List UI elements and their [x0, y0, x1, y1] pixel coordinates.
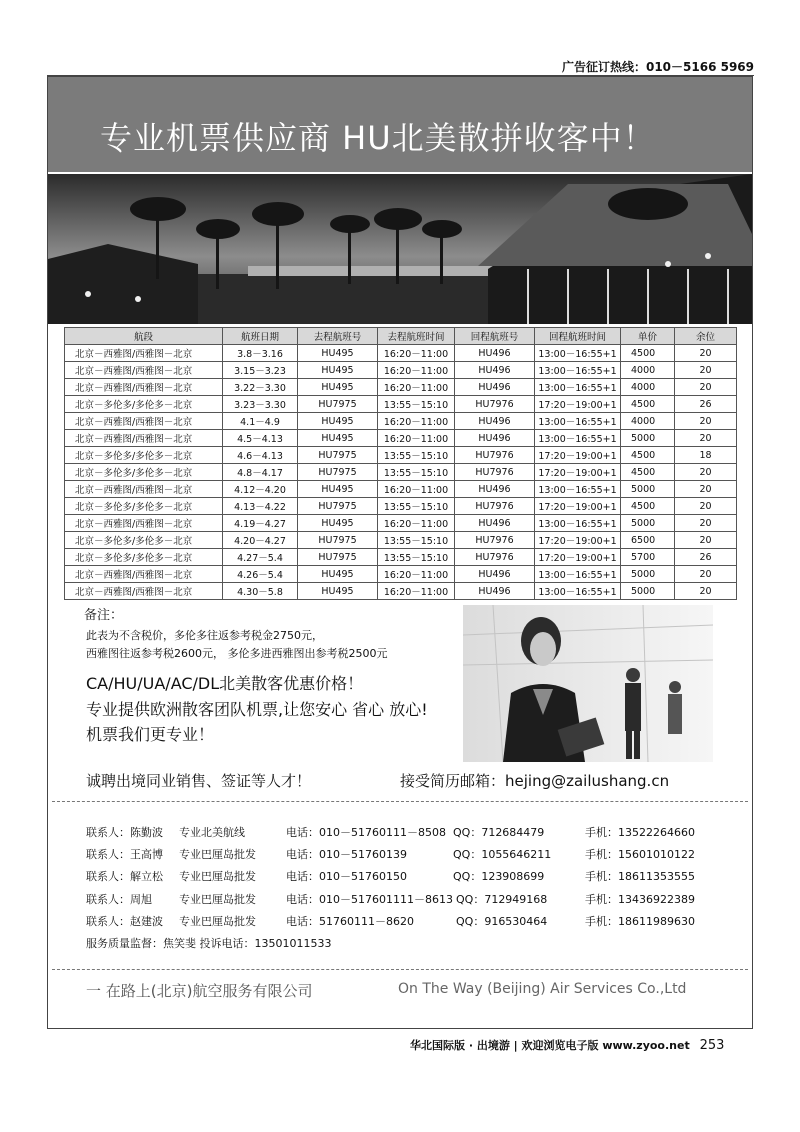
note-line-2: 西雅图往返参考税2600元， 多伦多进西雅图出参考税2500元 [86, 647, 388, 660]
col-header-out-flight: 去程航班号 [298, 328, 378, 345]
contact-qq: QQ：712684479 [453, 826, 545, 839]
contact-name: 联系人：周旭 [86, 893, 152, 906]
out-flight-cell: HU7975 [298, 447, 378, 464]
price-cell: 5000 [621, 566, 675, 583]
table-row [65, 362, 737, 379]
date-cell: 4.1－4.9 [223, 413, 298, 430]
date-cell: 4.19－4.27 [223, 515, 298, 532]
page-number: 253 [699, 1038, 725, 1053]
ret-time-cell: 13:00－16:55+1 [535, 379, 621, 396]
out-time-cell: 13:55－15:10 [378, 498, 455, 515]
contact-role: 专业巴厘岛批发 [179, 870, 256, 883]
page-footer [410, 1037, 724, 1053]
divider-top [52, 801, 748, 802]
ret-flight-cell: HU7976 [455, 464, 535, 481]
route-cell: 北京－多伦多/多伦多－北京 [65, 464, 223, 481]
seats-cell: 20 [675, 532, 737, 549]
contact-name: 联系人：赵建波 [86, 915, 163, 928]
out-time-cell: 16:20－11:00 [378, 379, 455, 396]
note-line-1: 此表为不含税价，多伦多往返参考税金2750元， [86, 629, 323, 642]
price-cell: 5000 [621, 430, 675, 447]
out-flight-cell: HU495 [298, 379, 378, 396]
date-cell: 3.22－3.30 [223, 379, 298, 396]
table-row [65, 549, 737, 566]
seats-cell: 20 [675, 566, 737, 583]
out-time-cell: 16:20－11:00 [378, 345, 455, 362]
table-row [65, 532, 737, 549]
out-time-cell: 16:20－11:00 [378, 566, 455, 583]
date-cell: 4.12－4.20 [223, 481, 298, 498]
contact-phone: 电话：51760111－8620 [286, 915, 414, 928]
out-time-cell: 16:20－11:00 [378, 430, 455, 447]
ret-flight-cell: HU7976 [455, 549, 535, 566]
out-time-cell: 16:20－11:00 [378, 362, 455, 379]
ret-time-cell: 17:20－19:00+1 [535, 447, 621, 464]
col-header-ret-flight: 回程航班号 [455, 328, 535, 345]
footer-text: 华北国际版 · 出境游 | 欢迎浏览电子版 www.zyoo.net [410, 1039, 690, 1052]
ret-flight-cell: HU496 [455, 481, 535, 498]
route-cell: 北京－西雅图/西雅图－北京 [65, 413, 223, 430]
ret-time-cell: 13:00－16:55+1 [535, 413, 621, 430]
date-cell: 4.8－4.17 [223, 464, 298, 481]
out-time-cell: 13:55－15:10 [378, 464, 455, 481]
out-time-cell: 16:20－11:00 [378, 583, 455, 600]
promo-line-2: 专业提供欧洲散客团队机票,让您安心 省心 放心! [86, 700, 428, 719]
route-cell: 北京－多伦多/多伦多－北京 [65, 447, 223, 464]
ret-flight-cell: HU496 [455, 379, 535, 396]
contact-role: 专业巴厘岛批发 [179, 893, 256, 906]
table-row [65, 515, 737, 532]
contact-qq: QQ：123908699 [453, 870, 545, 883]
table-row [65, 447, 737, 464]
seats-cell: 20 [675, 498, 737, 515]
ret-flight-cell: HU496 [455, 345, 535, 362]
out-time-cell: 16:20－11:00 [378, 515, 455, 532]
route-cell: 北京－多伦多/多伦多－北京 [65, 498, 223, 515]
out-time-cell: 13:55－15:10 [378, 447, 455, 464]
ret-time-cell: 13:00－16:55+1 [535, 566, 621, 583]
route-cell: 北京－西雅图/西雅图－北京 [65, 481, 223, 498]
company-name-en: On The Way (Beijing) Air Services Co.,Ltd [398, 981, 687, 997]
contact-phone: 电话：010－51760111－8508 [286, 826, 446, 839]
divider-bottom [52, 969, 748, 970]
ret-flight-cell: HU7976 [455, 532, 535, 549]
table-row [65, 413, 737, 430]
out-flight-cell: HU7975 [298, 464, 378, 481]
col-header-date: 航班日期 [223, 328, 298, 345]
contact-name: 联系人：王高博 [86, 848, 163, 861]
contact-mobile: 手机：18611989630 [585, 915, 695, 928]
date-cell: 3.8－3.16 [223, 345, 298, 362]
route-cell: 北京－西雅图/西雅图－北京 [65, 345, 223, 362]
table-row [65, 430, 737, 447]
col-header-out-time: 去程航班时间 [378, 328, 455, 345]
ret-time-cell: 13:00－16:55+1 [535, 345, 621, 362]
ret-time-cell: 17:20－19:00+1 [535, 396, 621, 413]
route-cell: 北京－西雅图/西雅图－北京 [65, 515, 223, 532]
promo-line-3: 机票我们更专业！ [86, 725, 215, 744]
table-row [65, 481, 737, 498]
seats-cell: 20 [675, 379, 737, 396]
price-cell: 4500 [621, 464, 675, 481]
resume-email[interactable]: 接受简历邮箱：hejing@zailushang.cn [400, 772, 670, 790]
ret-time-cell: 17:20－19:00+1 [535, 464, 621, 481]
table-row [65, 566, 737, 583]
table-row [65, 498, 737, 515]
out-flight-cell: HU495 [298, 430, 378, 447]
route-cell: 北京－西雅图/西雅图－北京 [65, 583, 223, 600]
contact-role: 专业巴厘岛批发 [179, 915, 256, 928]
ret-flight-cell: HU7976 [455, 447, 535, 464]
out-time-cell: 16:20－11:00 [378, 413, 455, 430]
out-time-cell: 16:20－11:00 [378, 481, 455, 498]
table-row [65, 379, 737, 396]
contact-mobile: 手机：13522264660 [585, 826, 695, 839]
seats-cell: 18 [675, 447, 737, 464]
out-flight-cell: HU495 [298, 583, 378, 600]
route-cell: 北京－多伦多/多伦多－北京 [65, 532, 223, 549]
ret-time-cell: 17:20－19:00+1 [535, 532, 621, 549]
date-cell: 4.20－4.27 [223, 532, 298, 549]
date-cell: 4.27－5.4 [223, 549, 298, 566]
business-photo [463, 605, 713, 762]
contact-mobile: 手机：13436922389 [585, 893, 695, 906]
resort-photo [48, 174, 752, 324]
date-cell: 3.15－3.23 [223, 362, 298, 379]
price-cell: 4000 [621, 413, 675, 430]
out-time-cell: 13:55－15:10 [378, 396, 455, 413]
contact-name: 联系人：解立松 [86, 870, 163, 883]
route-cell: 北京－西雅图/西雅图－北京 [65, 566, 223, 583]
notes-label: 备注： [84, 608, 124, 623]
banner-title: 专业机票供应商 HU北美散拼收客中！ [100, 119, 656, 157]
date-cell: 4.6－4.13 [223, 447, 298, 464]
out-flight-cell: HU495 [298, 481, 378, 498]
contact-name: 联系人：陈勤波 [86, 826, 163, 839]
seats-cell: 20 [675, 515, 737, 532]
out-flight-cell: HU7975 [298, 549, 378, 566]
ret-time-cell: 13:00－16:55+1 [535, 515, 621, 532]
ret-time-cell: 13:00－16:55+1 [535, 481, 621, 498]
ret-flight-cell: HU7976 [455, 396, 535, 413]
promo-line-1: CA/HU/UA/AC/DL北美散客优惠价格！ [86, 674, 364, 693]
out-time-cell: 13:55－15:10 [378, 549, 455, 566]
date-cell: 4.30－5.8 [223, 583, 298, 600]
contact-role: 专业北美航线 [179, 826, 245, 839]
price-cell: 5700 [621, 549, 675, 566]
ret-flight-cell: HU496 [455, 362, 535, 379]
price-cell: 6500 [621, 532, 675, 549]
table-row [65, 464, 737, 481]
out-flight-cell: HU495 [298, 515, 378, 532]
ret-flight-cell: HU496 [455, 566, 535, 583]
date-cell: 3.23－3.30 [223, 396, 298, 413]
col-header-seats: 余位 [675, 328, 737, 345]
col-header-price: 单价 [621, 328, 675, 345]
out-time-cell: 13:55－15:10 [378, 532, 455, 549]
out-flight-cell: HU495 [298, 566, 378, 583]
seats-cell: 20 [675, 583, 737, 600]
ret-time-cell: 13:00－16:55+1 [535, 583, 621, 600]
ret-flight-cell: HU496 [455, 430, 535, 447]
seats-cell: 26 [675, 396, 737, 413]
out-flight-cell: HU495 [298, 413, 378, 430]
contact-phone: 电话：010－51760139 [286, 848, 407, 861]
table-row [65, 583, 737, 600]
ret-flight-cell: HU496 [455, 515, 535, 532]
seats-cell: 20 [675, 464, 737, 481]
contact-mobile: 手机：18611353555 [585, 870, 695, 883]
price-cell: 4500 [621, 345, 675, 362]
ret-time-cell: 13:00－16:55+1 [535, 430, 621, 447]
route-cell: 北京－西雅图/西雅图－北京 [65, 379, 223, 396]
contact-mobile: 手机：15601010122 [585, 848, 695, 861]
ret-flight-cell: HU496 [455, 413, 535, 430]
out-flight-cell: HU7975 [298, 532, 378, 549]
company-name-cn: 一 在路上(北京)航空服务有限公司 [86, 982, 313, 1000]
price-cell: 4000 [621, 379, 675, 396]
contact-phone: 电话：010－517601111－8613 [286, 893, 453, 906]
seats-cell: 26 [675, 549, 737, 566]
ret-time-cell: 17:20－19:00+1 [535, 549, 621, 566]
seats-cell: 20 [675, 481, 737, 498]
price-cell: 5000 [621, 583, 675, 600]
price-cell: 4500 [621, 396, 675, 413]
route-cell: 北京－西雅图/西雅图－北京 [65, 430, 223, 447]
title-banner [48, 77, 752, 172]
seats-cell: 20 [675, 413, 737, 430]
price-cell: 4500 [621, 498, 675, 515]
contact-phone: 电话：010－51760150 [286, 870, 407, 883]
fare-table [64, 327, 737, 600]
contact-role: 专业巴厘岛批发 [179, 848, 256, 861]
out-flight-cell: HU495 [298, 345, 378, 362]
price-cell: 5000 [621, 515, 675, 532]
seats-cell: 20 [675, 430, 737, 447]
date-cell: 4.13－4.22 [223, 498, 298, 515]
price-cell: 4500 [621, 447, 675, 464]
date-cell: 4.5－4.13 [223, 430, 298, 447]
route-cell: 北京－多伦多/多伦多－北京 [65, 549, 223, 566]
ret-flight-cell: HU7976 [455, 498, 535, 515]
col-header-ret-time: 回程航班时间 [535, 328, 621, 345]
contact-qq: QQ：1055646211 [453, 848, 552, 861]
table-row [65, 345, 737, 362]
route-cell: 北京－西雅图/西雅图－北京 [65, 362, 223, 379]
contact-qq: QQ：916530464 [456, 915, 548, 928]
date-cell: 4.26－5.4 [223, 566, 298, 583]
seats-cell: 20 [675, 362, 737, 379]
out-flight-cell: HU495 [298, 362, 378, 379]
col-header-route: 航段 [65, 328, 223, 345]
out-flight-cell: HU7975 [298, 396, 378, 413]
ret-time-cell: 17:20－19:00+1 [535, 498, 621, 515]
price-cell: 4000 [621, 362, 675, 379]
ret-time-cell: 13:00－16:55+1 [535, 362, 621, 379]
route-cell: 北京－多伦多/多伦多－北京 [65, 396, 223, 413]
seats-cell: 20 [675, 345, 737, 362]
ad-hotline: 广告征订热线：010－5166 5969 [561, 60, 754, 74]
table-row [65, 396, 737, 413]
contact-qq: QQ：712949168 [456, 893, 548, 906]
ret-flight-cell: HU496 [455, 583, 535, 600]
out-flight-cell: HU7975 [298, 498, 378, 515]
price-cell: 5000 [621, 481, 675, 498]
recruit-text: 诚聘出境同业销售、签证等人才！ [86, 772, 312, 790]
service-supervision: 服务质量监督：焦笑斐 投诉电话：13501011533 [86, 937, 332, 950]
table-header-row [65, 328, 737, 345]
